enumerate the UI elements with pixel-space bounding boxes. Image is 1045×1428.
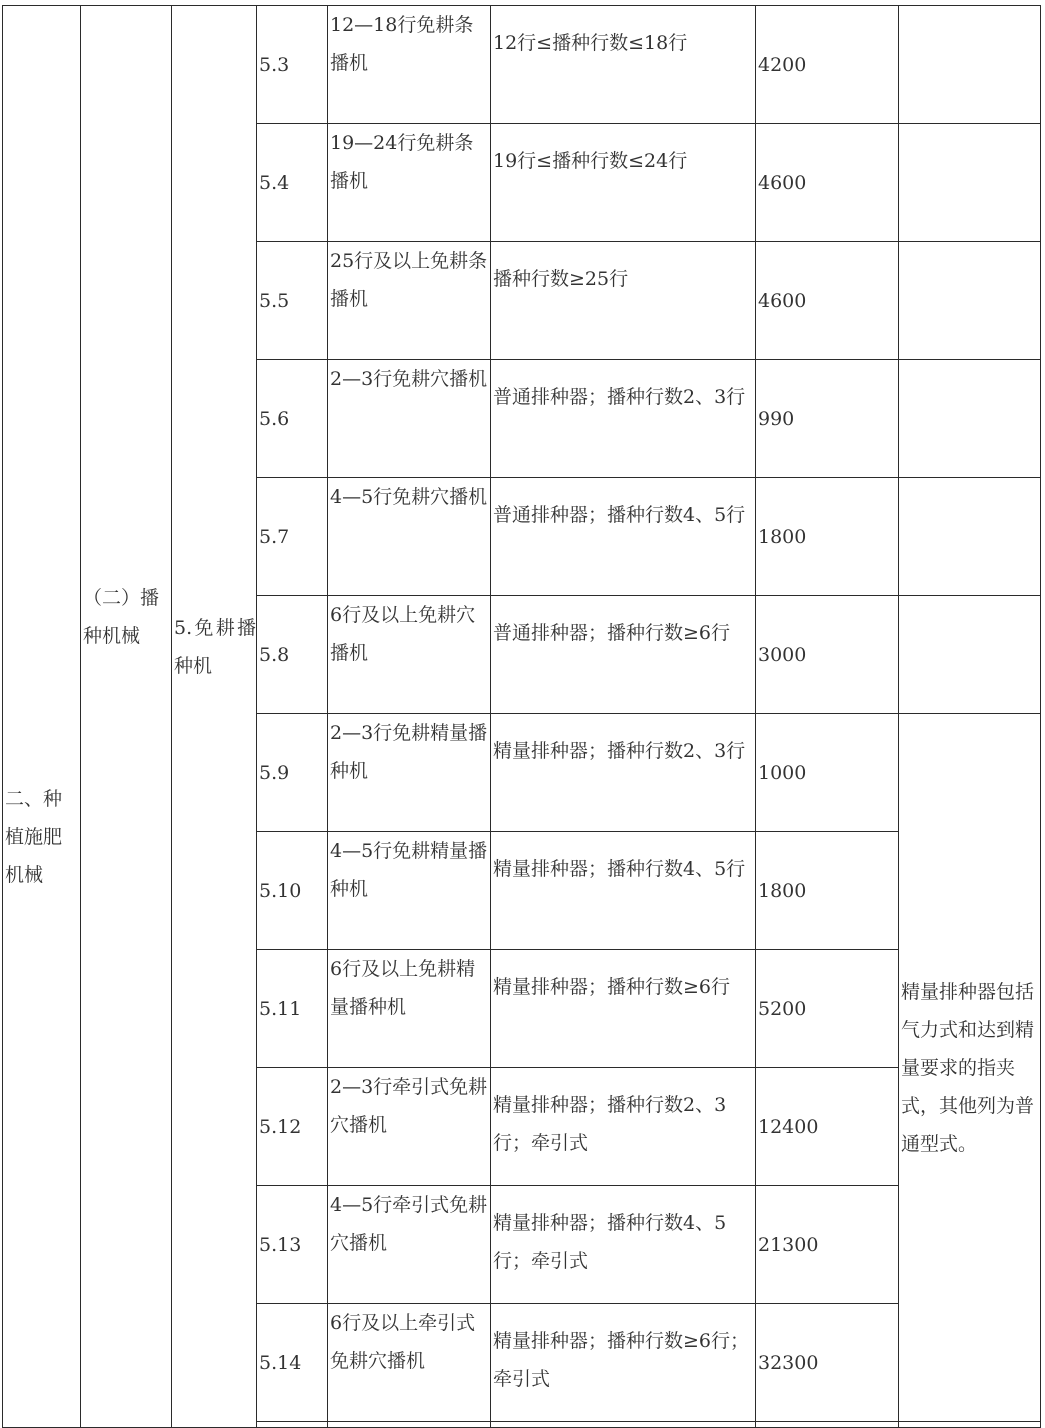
item-code-cell: 5.13 xyxy=(257,1186,328,1304)
item-price-cell: 990 xyxy=(756,360,899,478)
item-price-cell: 1000 xyxy=(756,714,899,832)
item-spec-cell: 普通排种器；播种行数4、5行 xyxy=(491,478,756,596)
item-name-cell: 6行及以上免耕穴播机 xyxy=(328,596,491,714)
subsidy-table xyxy=(2,5,1041,1428)
item-spec-cell: 精量排种器；播种行数4、5行 xyxy=(491,832,756,950)
item-spec-cell: 普通排种器；播种行数≥6行 xyxy=(491,596,756,714)
item-code-cell: 5.11 xyxy=(257,950,328,1068)
item-name-cell: 12—18行免耕条播机 xyxy=(328,6,491,124)
item-price-cell: 5200 xyxy=(756,950,899,1068)
item-code-cell: 5.10 xyxy=(257,832,328,950)
item-name-cell: 2—3行免耕精量播种机 xyxy=(328,714,491,832)
item-name-cell: 19—24行免耕条播机 xyxy=(328,124,491,242)
item-price-cell: 21300 xyxy=(756,1186,899,1304)
item-spec-cell: 精量排种器；播种行数2、3行；牵引式 xyxy=(491,1068,756,1186)
item-price-cell: 32300 xyxy=(756,1304,899,1422)
item-code-cell: 5.14 xyxy=(257,1304,328,1422)
item-name-cell: 6行及以上免耕精量播种机 xyxy=(328,950,491,1068)
item-code-cell: 5.6 xyxy=(257,360,328,478)
empty-cell xyxy=(257,1422,328,1428)
item-price-cell: 4600 xyxy=(756,242,899,360)
item-name-cell: 4—5行免耕穴播机 xyxy=(328,478,491,596)
item-name-cell: 25行及以上免耕条播机 xyxy=(328,242,491,360)
item-spec-cell: 精量排种器；播种行数2、3行 xyxy=(491,714,756,832)
item-code-cell: 5.7 xyxy=(257,478,328,596)
category-level-2-cell: （二）播种机械 xyxy=(81,6,172,1428)
item-name-cell: 2—3行牵引式免耕穴播机 xyxy=(328,1068,491,1186)
item-price-cell: 4200 xyxy=(756,6,899,124)
item-name-cell: 6行及以上牵引式免耕穴播机 xyxy=(328,1304,491,1422)
item-name-cell: 4—5行牵引式免耕穴播机 xyxy=(328,1186,491,1304)
item-note-cell xyxy=(899,478,1041,596)
empty-cell xyxy=(756,1422,899,1428)
item-code-cell: 5.9 xyxy=(257,714,328,832)
item-spec-cell: 播种行数≥25行 xyxy=(491,242,756,360)
item-code-cell: 5.12 xyxy=(257,1068,328,1186)
table-row xyxy=(3,6,1041,124)
item-code-cell: 5.8 xyxy=(257,596,328,714)
item-spec-cell: 12行≤播种行数≤18行 xyxy=(491,6,756,124)
item-price-cell: 1800 xyxy=(756,478,899,596)
item-note-cell xyxy=(899,6,1041,124)
item-spec-cell: 精量排种器；播种行数≥6行 xyxy=(491,950,756,1068)
item-note-cell xyxy=(899,596,1041,714)
item-note-cell xyxy=(899,242,1041,360)
category-level-3-cell: 5.免耕播种机 xyxy=(172,6,257,1428)
item-spec-cell: 普通排种器；播种行数2、3行 xyxy=(491,360,756,478)
empty-cell xyxy=(491,1422,756,1428)
item-note-cell xyxy=(899,360,1041,478)
empty-cell xyxy=(328,1422,491,1428)
item-spec-cell: 精量排种器；播种行数≥6行；牵引式 xyxy=(491,1304,756,1422)
item-spec-cell: 19行≤播种行数≤24行 xyxy=(491,124,756,242)
item-spec-cell: 精量排种器；播种行数4、5行；牵引式 xyxy=(491,1186,756,1304)
item-name-cell: 4—5行免耕精量播种机 xyxy=(328,832,491,950)
merged-note-cell: 精量排种器包括气力式和达到精量要求的指夹式，其他列为普通型式。 xyxy=(899,714,1041,1422)
item-price-cell: 4600 xyxy=(756,124,899,242)
item-note-cell xyxy=(899,124,1041,242)
item-price-cell: 1800 xyxy=(756,832,899,950)
empty-cell xyxy=(899,1422,1041,1428)
item-name-cell: 2—3行免耕穴播机 xyxy=(328,360,491,478)
item-price-cell: 12400 xyxy=(756,1068,899,1186)
item-price-cell: 3000 xyxy=(756,596,899,714)
category-level-1-cell: 二、种植施肥机械 xyxy=(3,6,81,1428)
item-code-cell: 5.3 xyxy=(257,6,328,124)
item-code-cell: 5.4 xyxy=(257,124,328,242)
item-code-cell: 5.5 xyxy=(257,242,328,360)
